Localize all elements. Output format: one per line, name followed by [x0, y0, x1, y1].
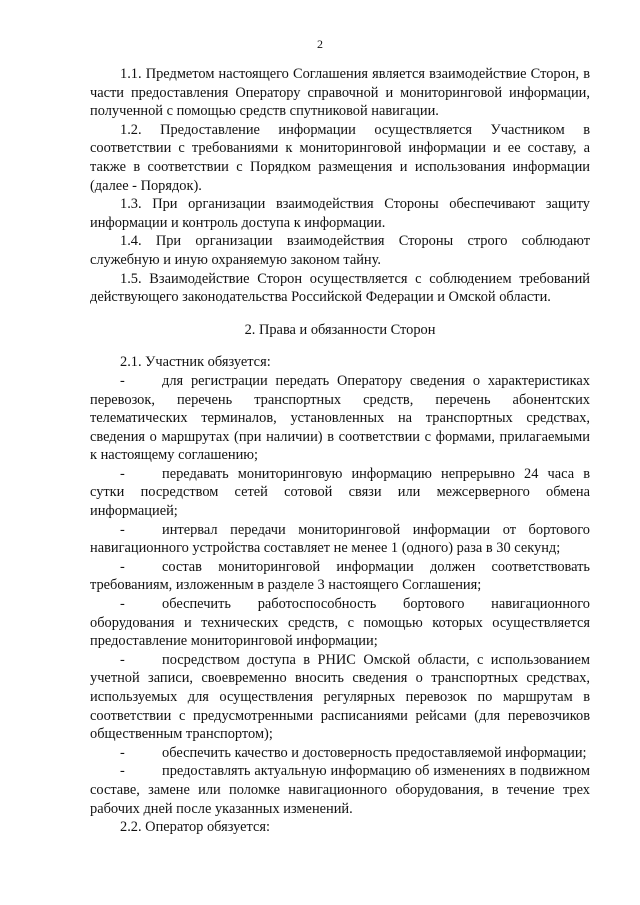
dash-marker: - [120, 651, 125, 668]
obligation-text: состав мониторинговой информации должен соответствовать требованиям, изложенным в разделе 3 настоящего Соглашения; [90, 558, 590, 594]
paragraph-1-5: 1.5. Взаимодействие Сторон осуществляется с соблюдением требований действующего законодательства Российской Федерации и Омской области. [90, 270, 590, 306]
obligation-text: обеспечить качество и достоверность предоставляемой информации; [162, 744, 587, 761]
obligation-text: посредством доступа в РНИС Омской области, с использованием учетной записи, своевременно вносить сведения о транспортных средствах, используемых для осуществления регулярных перевозок по маршрутам в соответствии с предусмотренными расписаниями рейсами (для перевозчиков общественным транспортом); [90, 651, 590, 743]
obligation-item [90, 762, 590, 818]
obligation-item [90, 521, 590, 558]
dash-marker: - [120, 372, 125, 389]
obligation-text: интервал передачи мониторинговой информации от бортового навигационного устройства составляет не менее 1 (одного) раза в 30 секунд; [90, 521, 590, 557]
paragraph-1-2: 1.2. Предоставление информации осуществляется Участником в соответствии с требованиями к мониторинговой информации и ее составу, а также в соответствии с Порядком размещения и использования информации (далее - Порядок). [90, 121, 590, 194]
paragraph-2-1-intro: 2.1. Участник обязуется: [120, 354, 271, 371]
paragraph-2-2-intro: 2.2. Оператор обязуется: [120, 819, 270, 836]
obligation-item [90, 744, 590, 763]
obligation-text: передавать мониторинговую информацию непрерывно 24 часа в сутки посредством сетей сотовой связи или межсерверного обмена информацией; [90, 465, 590, 520]
paragraph-1-3: 1.3. При организации взаимодействия Стороны обеспечивают защиту информации и контроль доступа к информации. [90, 196, 590, 231]
dash-marker: - [120, 558, 125, 575]
paragraph-1-1: 1.1. Предметом настоящего Соглашения является взаимодействие Сторон, в части предоставления Оператору справочной и мониторинговой информации, полученной с помощью средств спутниковой навигации. [90, 66, 590, 120]
page-number: 2 [317, 37, 323, 51]
obligation-text: предоставлять актуальную информацию об изменениях в подвижном составе, замене или поломке навигационного оборудования, в течение трех рабочих дней после указанных изменений. [90, 763, 590, 817]
dash-marker: - [120, 465, 125, 482]
obligation-text: обеспечить работоспособность бортового навигационного оборудования и технических средств, с помощью которых осуществляется предоставление мониторинговой информации; [90, 596, 590, 650]
dash-marker: - [120, 521, 125, 538]
dash-marker: - [120, 744, 125, 761]
dash-marker: - [120, 763, 125, 780]
obligation-item [90, 372, 590, 465]
obligation-item [90, 595, 590, 651]
obligation-text: для регистрации передать Оператору сведения о характеристиках перевозок, перечень транспортных средств, перечень абонентских телематических терминалов, установленных на транспортных средствах, сведения о маршрутах (при наличии) в соответствии с формами, прилагаемыми к настоящему соглашению; [90, 372, 590, 464]
obligation-item [90, 558, 590, 595]
section-2-heading: 2. Права и обязанности Сторон [244, 321, 436, 338]
obligation-item [90, 465, 590, 521]
dash-marker: - [120, 596, 125, 613]
paragraph-1-4: 1.4. При организации взаимодействия Стороны строго соблюдают служебную и иную охраняемую законом тайну. [90, 233, 590, 268]
obligation-item [90, 651, 590, 744]
document-body [90, 65, 590, 837]
